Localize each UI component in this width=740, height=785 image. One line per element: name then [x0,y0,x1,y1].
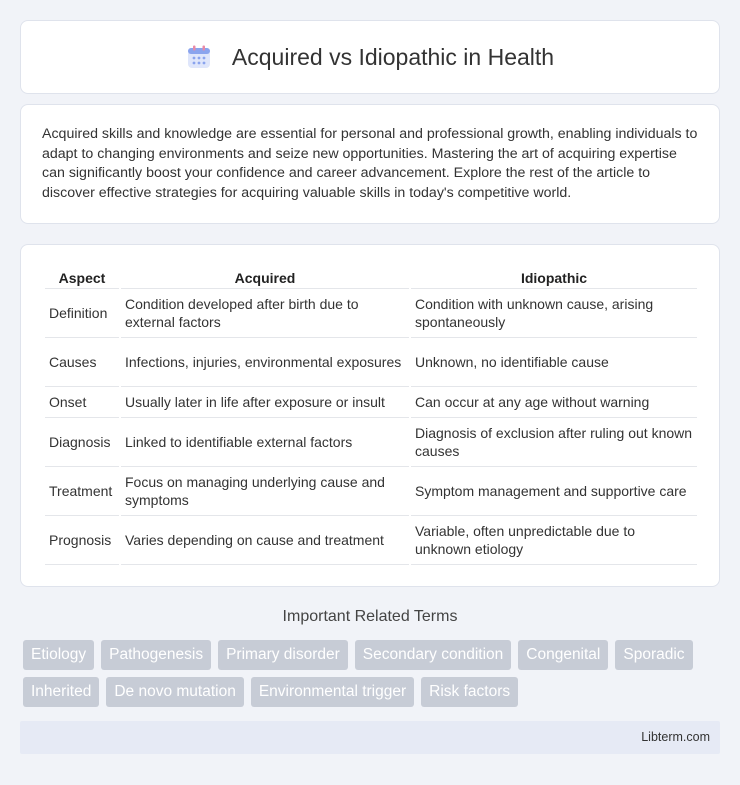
comparison-table [43,267,699,565]
cell-acquired: Linked to identifiable external factors [121,418,409,467]
cell-acquired: Varies depending on cause and treatment [121,516,409,565]
footer-site-link[interactable]: Libterm.com [641,730,710,744]
comparison-table-card [20,244,720,587]
tag-primary-disorder[interactable]: Primary disorder [218,640,348,670]
tag-secondary-condition[interactable]: Secondary condition [355,640,511,670]
tag-environmental-trigger[interactable]: Environmental trigger [251,677,414,707]
tag-de-novo-mutation[interactable]: De novo mutation [106,677,244,707]
cell-idiopathic: Symptom management and supportive care [411,467,697,516]
cell-acquired: Focus on managing underlying cause and symptoms [121,467,409,516]
tag-inherited[interactable]: Inherited [23,677,99,707]
cell-aspect: Onset [45,387,119,418]
cell-aspect: Definition [45,289,119,338]
tag-pathogenesis[interactable]: Pathogenesis [101,640,211,670]
header-acquired: Acquired [121,267,409,289]
table-row [45,387,697,418]
related-terms-tags [23,640,723,707]
cell-aspect: Prognosis [45,516,119,565]
header-aspect: Aspect [45,267,119,289]
header-idiopathic: Idiopathic [411,267,697,289]
cell-idiopathic: Unknown, no identifiable cause [411,338,697,387]
tag-etiology[interactable]: Etiology [23,640,94,670]
tag-congenital[interactable]: Congenital [518,640,608,670]
related-terms-title: Important Related Terms [282,608,458,625]
intro-text: Acquired skills and knowledge are essential for personal and professional growth, enabling individuals to adapt to changing environments and seize new opportunities. Mastering the art of acquiring expertise can significantly boost your confidence and career advancement. Explore the rest of the article to discover effective strategies for acquiring valuable skills in today's competitive world. [42,126,698,201]
page-title: Acquired vs Idiopathic in Health [231,43,555,70]
cell-idiopathic: Condition with unknown cause, arising spontaneously [411,289,697,338]
table-row [45,516,697,565]
cell-acquired: Infections, injuries, environmental exposures [121,338,409,387]
intro-card [20,104,720,224]
header-card [20,20,720,94]
cell-aspect: Causes [45,338,119,387]
calendar-icon [186,44,212,70]
table-row [45,467,697,516]
cell-idiopathic: Can occur at any age without warning [411,387,697,418]
cell-acquired: Condition developed after birth due to external factors [121,289,409,338]
table-row [45,418,697,467]
cell-aspect: Diagnosis [45,418,119,467]
tag-risk-factors[interactable]: Risk factors [421,677,518,707]
tag-sporadic[interactable]: Sporadic [615,640,692,670]
table-row [45,338,697,387]
cell-idiopathic: Diagnosis of exclusion after ruling out known causes [411,418,697,467]
cell-acquired: Usually later in life after exposure or insult [121,387,409,418]
table-header-row [45,267,697,289]
title-wrap [186,44,554,71]
table-row [45,289,697,338]
cell-aspect: Treatment [45,467,119,516]
footer [20,721,720,754]
cell-idiopathic: Variable, often unpredictable due to unknown etiology [411,516,697,565]
